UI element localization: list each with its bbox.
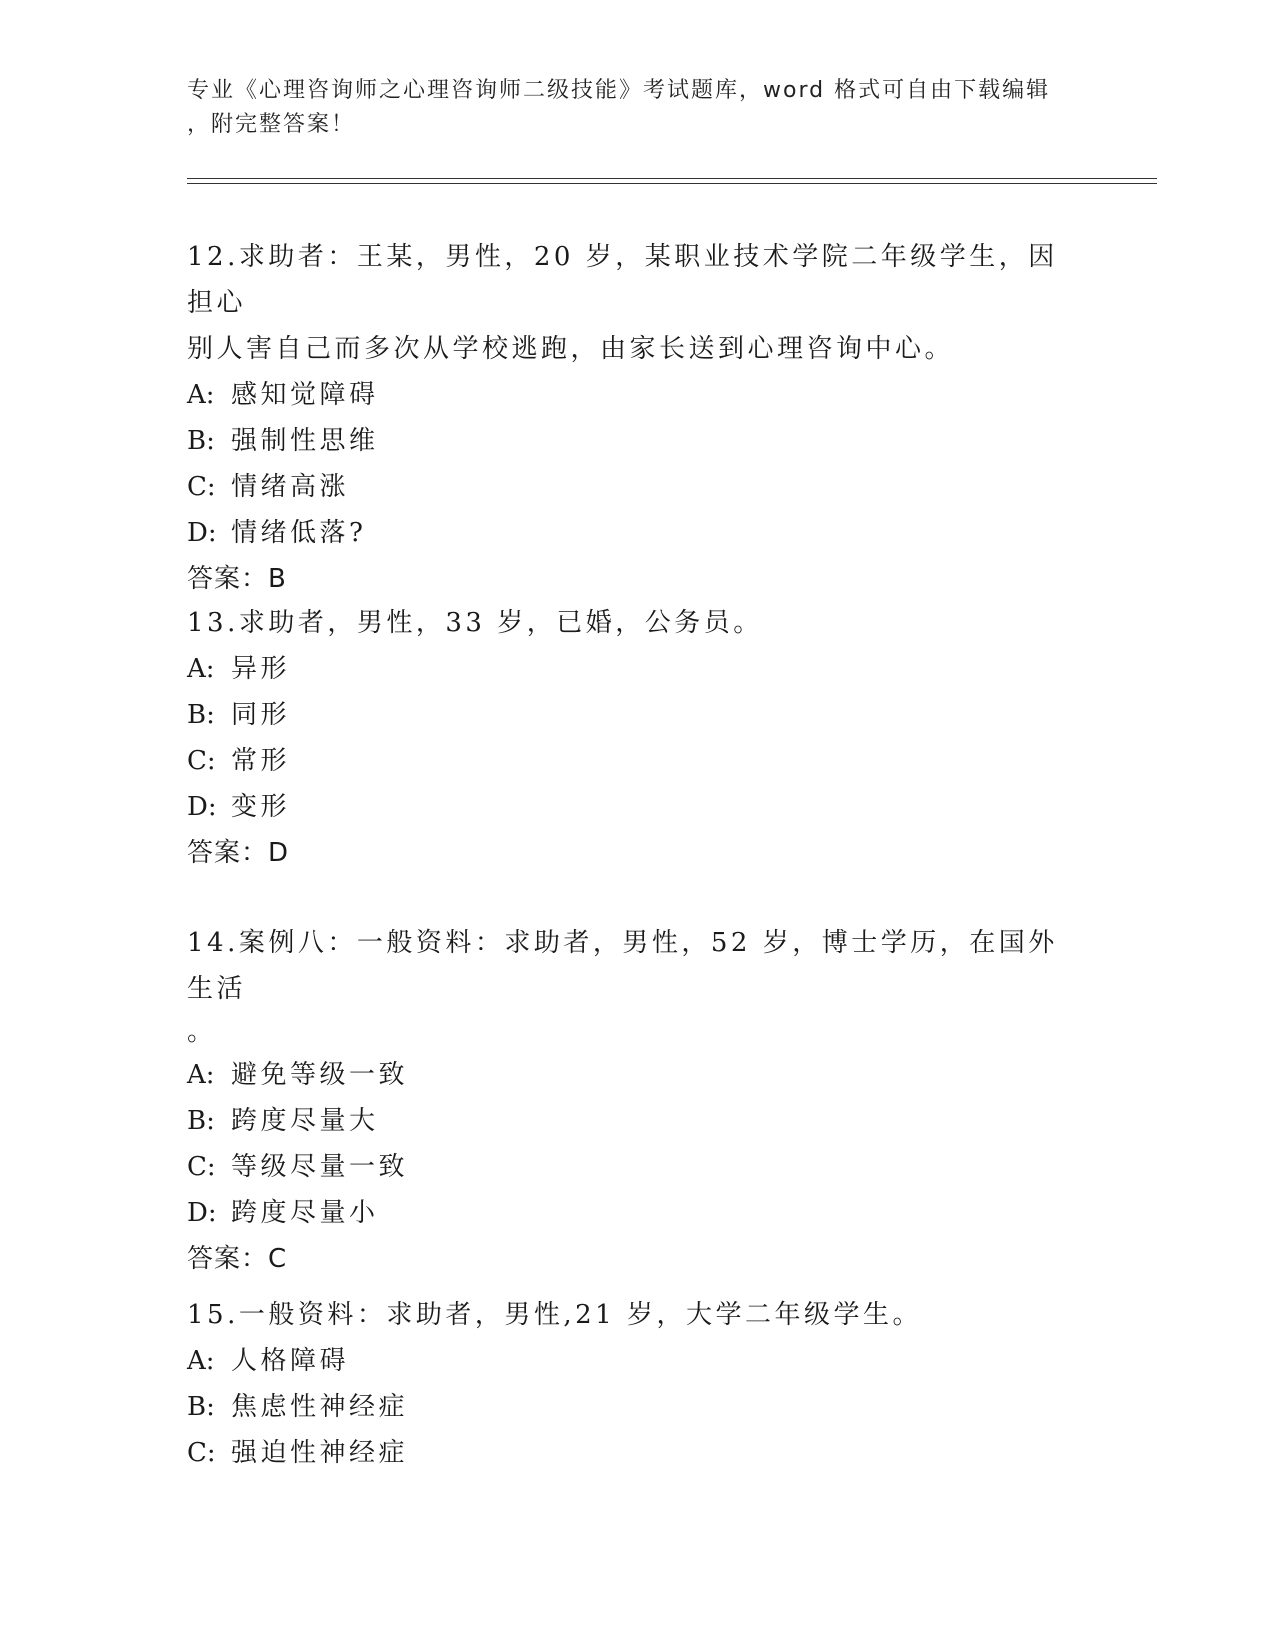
question-12	[187, 234, 1087, 602]
option-a	[187, 646, 1087, 692]
question-stem-line: 14.案例八：一般资料：求助者，男性，52 岁，博士学历，在国外生活	[187, 928, 1058, 1004]
option-a	[187, 1338, 1087, 1384]
option-text: 等级尽量一致	[231, 1152, 409, 1182]
answer-line: 答案：C	[187, 1244, 288, 1274]
question-stem-line: 。	[187, 1017, 217, 1047]
option-text: 焦虑性神经症	[231, 1392, 409, 1422]
option-text: 避免等级一致	[231, 1060, 409, 1090]
option-c	[187, 1430, 1087, 1476]
document-header	[187, 74, 1087, 142]
option-b	[187, 1098, 1087, 1144]
question-stem-line: 15.一般资料：求助者，男性,21 岁，大学二年级学生。	[187, 1300, 922, 1330]
header-divider-bottom	[187, 183, 1157, 184]
option-text: 人格障碍	[231, 1346, 350, 1376]
option-key: A:	[187, 654, 215, 684]
option-b	[187, 418, 1087, 464]
option-a	[187, 1052, 1087, 1098]
option-text: 异形	[231, 654, 291, 684]
option-text: 情绪高涨	[231, 472, 350, 502]
option-text: 常形	[231, 746, 291, 776]
option-key: A:	[187, 1060, 215, 1090]
option-text: 跨度尽量大	[231, 1106, 379, 1136]
option-text: 强迫性神经症	[231, 1438, 409, 1468]
option-c	[187, 1144, 1087, 1190]
option-key: B:	[187, 1106, 215, 1136]
option-d	[187, 510, 1087, 556]
answer-line: 答案：B	[187, 564, 287, 594]
option-c	[187, 738, 1087, 784]
header-line-2: ，附完整答案！	[187, 112, 356, 137]
header-divider-top	[187, 178, 1157, 179]
option-text: 跨度尽量小	[231, 1198, 379, 1228]
answer-line: 答案：D	[187, 838, 290, 868]
option-key: A:	[187, 380, 215, 410]
option-d	[187, 1190, 1087, 1236]
option-key: C:	[187, 1152, 216, 1182]
option-b	[187, 1384, 1087, 1430]
option-text: 情绪低落?	[231, 518, 367, 548]
header-line-1: 专业《心理咨询师之心理咨询师二级技能》考试题库，word 格式可自由下载编辑	[187, 78, 1051, 103]
question-13	[187, 600, 1087, 876]
option-key: D:	[187, 792, 217, 822]
question-14	[187, 920, 1087, 1282]
option-key: C:	[187, 1438, 216, 1468]
question-stem-line: 12.求助者：王某，男性，20 岁，某职业技术学院二年级学生，因担心	[187, 242, 1058, 318]
option-key: A:	[187, 1346, 215, 1376]
option-d	[187, 784, 1087, 830]
option-key: B:	[187, 1392, 215, 1422]
question-stem-line: 别人害自己而多次从学校逃跑，由家长送到心理咨询中心。	[187, 334, 955, 364]
option-key: C:	[187, 472, 216, 502]
option-text: 感知觉障碍	[231, 380, 379, 410]
option-text: 强制性思维	[231, 426, 379, 456]
question-stem-line: 13.求助者，男性，33 岁，已婚，公务员。	[187, 608, 763, 638]
option-text: 变形	[231, 792, 291, 822]
option-key: D:	[187, 1198, 217, 1228]
option-key: C:	[187, 746, 216, 776]
option-b	[187, 692, 1087, 738]
option-a	[187, 372, 1087, 418]
option-key: B:	[187, 700, 215, 730]
option-text: 同形	[231, 700, 291, 730]
option-key: D:	[187, 518, 217, 548]
question-15	[187, 1292, 1087, 1476]
option-c	[187, 464, 1087, 510]
option-key: B:	[187, 426, 215, 456]
